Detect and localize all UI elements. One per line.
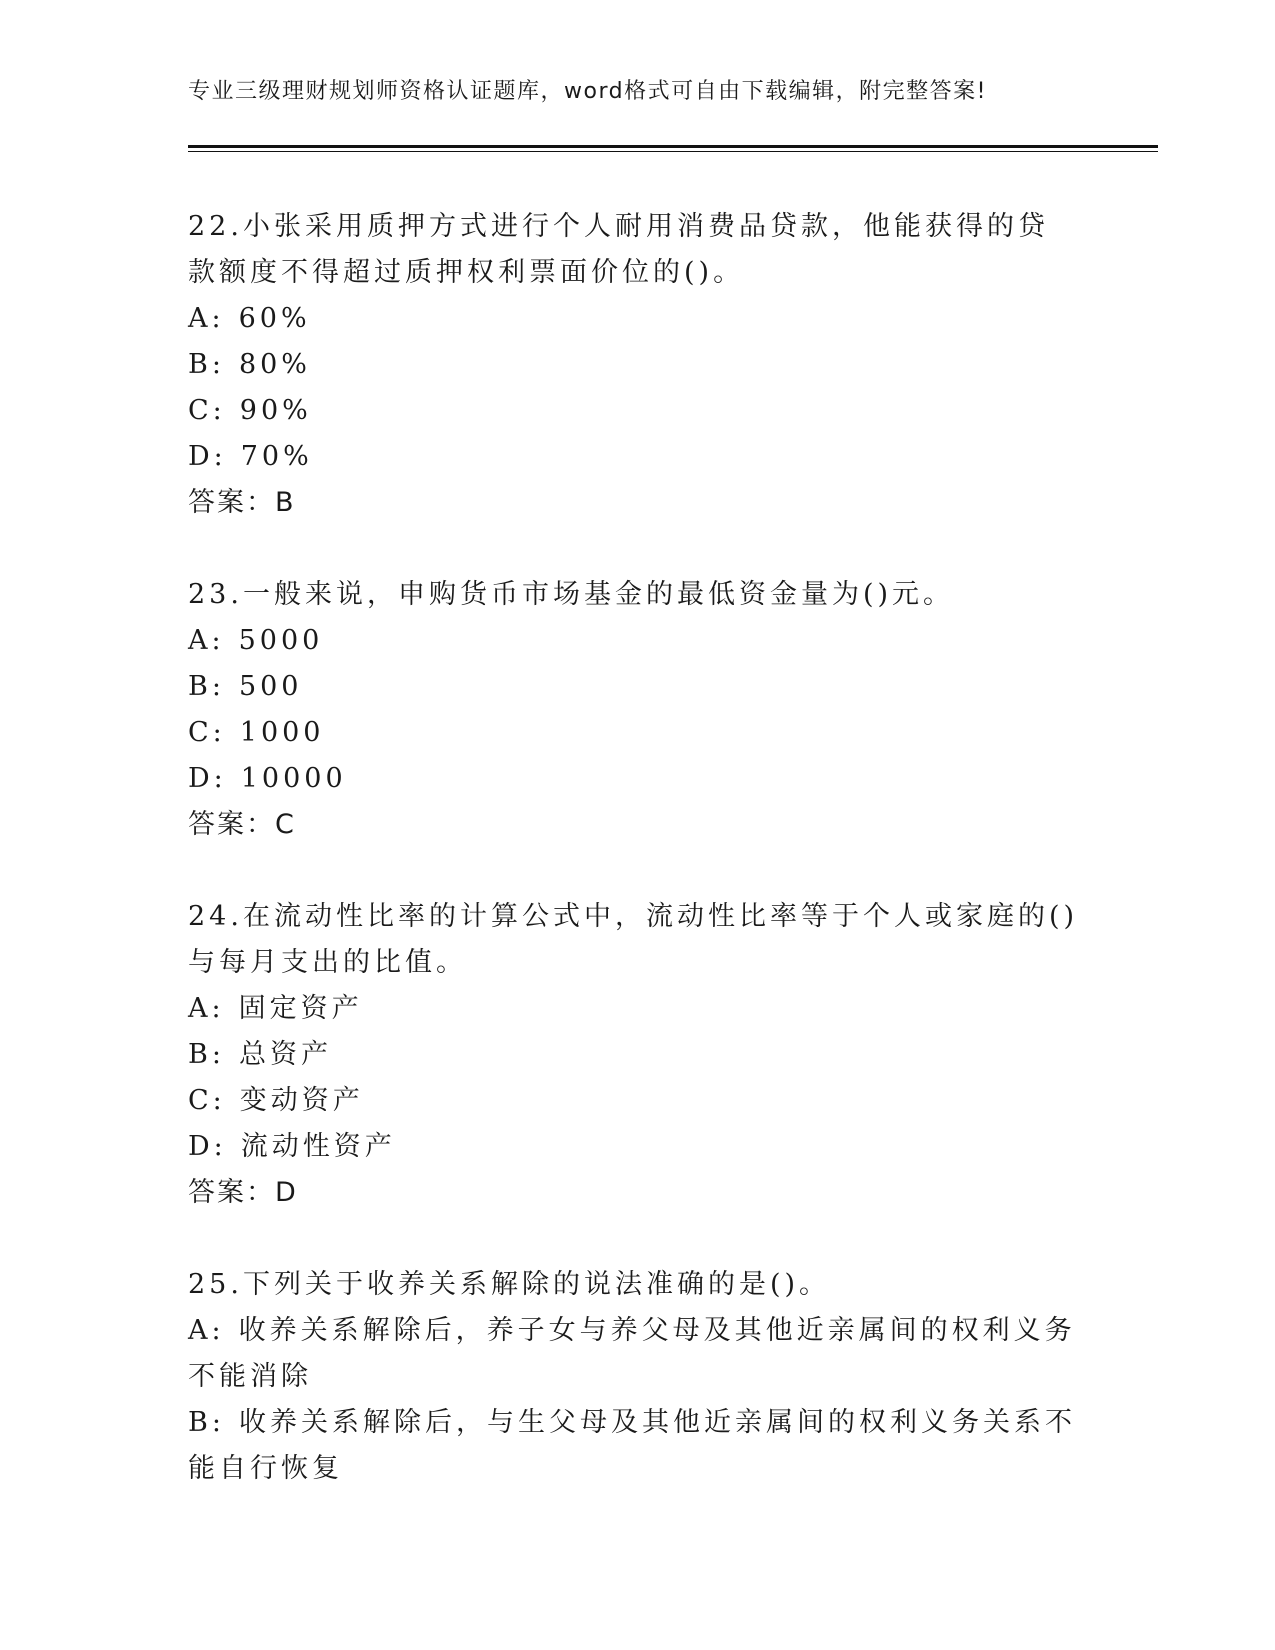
option-text: 60% (238, 303, 311, 334)
option-label: B: (188, 349, 225, 380)
option-c (188, 710, 1088, 756)
option-c (188, 388, 1088, 434)
question-text: 22.小张采用质押方式进行个人耐用消费品贷款，他能获得的贷款额度不得超过质押权利票面价位的()。 (188, 211, 1049, 288)
option-d (188, 1124, 1088, 1170)
option-a (188, 296, 1088, 342)
option-d (188, 434, 1088, 480)
option-label: A: (188, 993, 225, 1024)
option-text: 收养关系解除后，与生父母及其他近亲属间的权利义务关系不能自行恢复 (188, 1407, 1076, 1484)
question-25 (188, 1262, 1088, 1492)
option-b (188, 1400, 1078, 1492)
option-text: 变动资产 (239, 1085, 364, 1116)
answer-text: 答案：C (188, 809, 296, 840)
question-23 (188, 572, 1088, 848)
option-label: B: (188, 1039, 225, 1070)
question-24 (188, 894, 1088, 1216)
option-text: 1000 (239, 717, 325, 748)
question-text: 25.下列关于收养关系解除的说法准确的是()。 (188, 1269, 831, 1300)
option-c (188, 1078, 1088, 1124)
option-d (188, 756, 1088, 802)
option-text: 500 (238, 671, 303, 702)
header-rule-thick (188, 145, 1158, 148)
option-b (188, 664, 1088, 710)
option-text: 总资产 (238, 1039, 332, 1070)
question-text: 23.一般来说，申购货币市场基金的最低资金量为()元。 (188, 579, 955, 610)
option-text: 80% (238, 349, 311, 380)
option-text: 收养关系解除后，养子女与养父母及其他近亲属间的权利义务不能消除 (188, 1315, 1076, 1392)
option-text: 5000 (238, 625, 324, 656)
option-text: 流动性资产 (240, 1131, 396, 1162)
option-label: B: (188, 671, 225, 702)
option-label: C: (188, 395, 226, 426)
answer-text: 答案：D (188, 1177, 298, 1208)
question-list (188, 204, 1088, 1538)
option-label: D: (188, 1131, 227, 1162)
question-text: 24.在流动性比率的计算公式中，流动性比率等于个人或家庭的()与每月支出的比值。 (188, 901, 1079, 978)
option-b (188, 342, 1088, 388)
answer-text: 答案：B (188, 487, 296, 518)
option-text: 70% (240, 441, 313, 472)
option-a (188, 1308, 1078, 1400)
page-header: 专业三级理财规划师资格认证题库，word格式可自由下载编辑，附完整答案! (188, 79, 987, 104)
option-label: C: (188, 717, 226, 748)
option-label: D: (188, 763, 227, 794)
option-label: A: (188, 303, 225, 334)
option-label: B: (188, 1407, 225, 1438)
header-rule-thin (188, 151, 1158, 152)
option-a (188, 986, 1088, 1032)
option-text: 90% (239, 395, 312, 426)
option-label: D: (188, 441, 227, 472)
option-a (188, 618, 1088, 664)
option-b (188, 1032, 1088, 1078)
option-text: 固定资产 (238, 993, 363, 1024)
question-22 (188, 204, 1088, 526)
option-label: A: (188, 625, 225, 656)
option-label: A: (188, 1315, 225, 1346)
option-text: 10000 (240, 763, 347, 794)
option-label: C: (188, 1085, 226, 1116)
